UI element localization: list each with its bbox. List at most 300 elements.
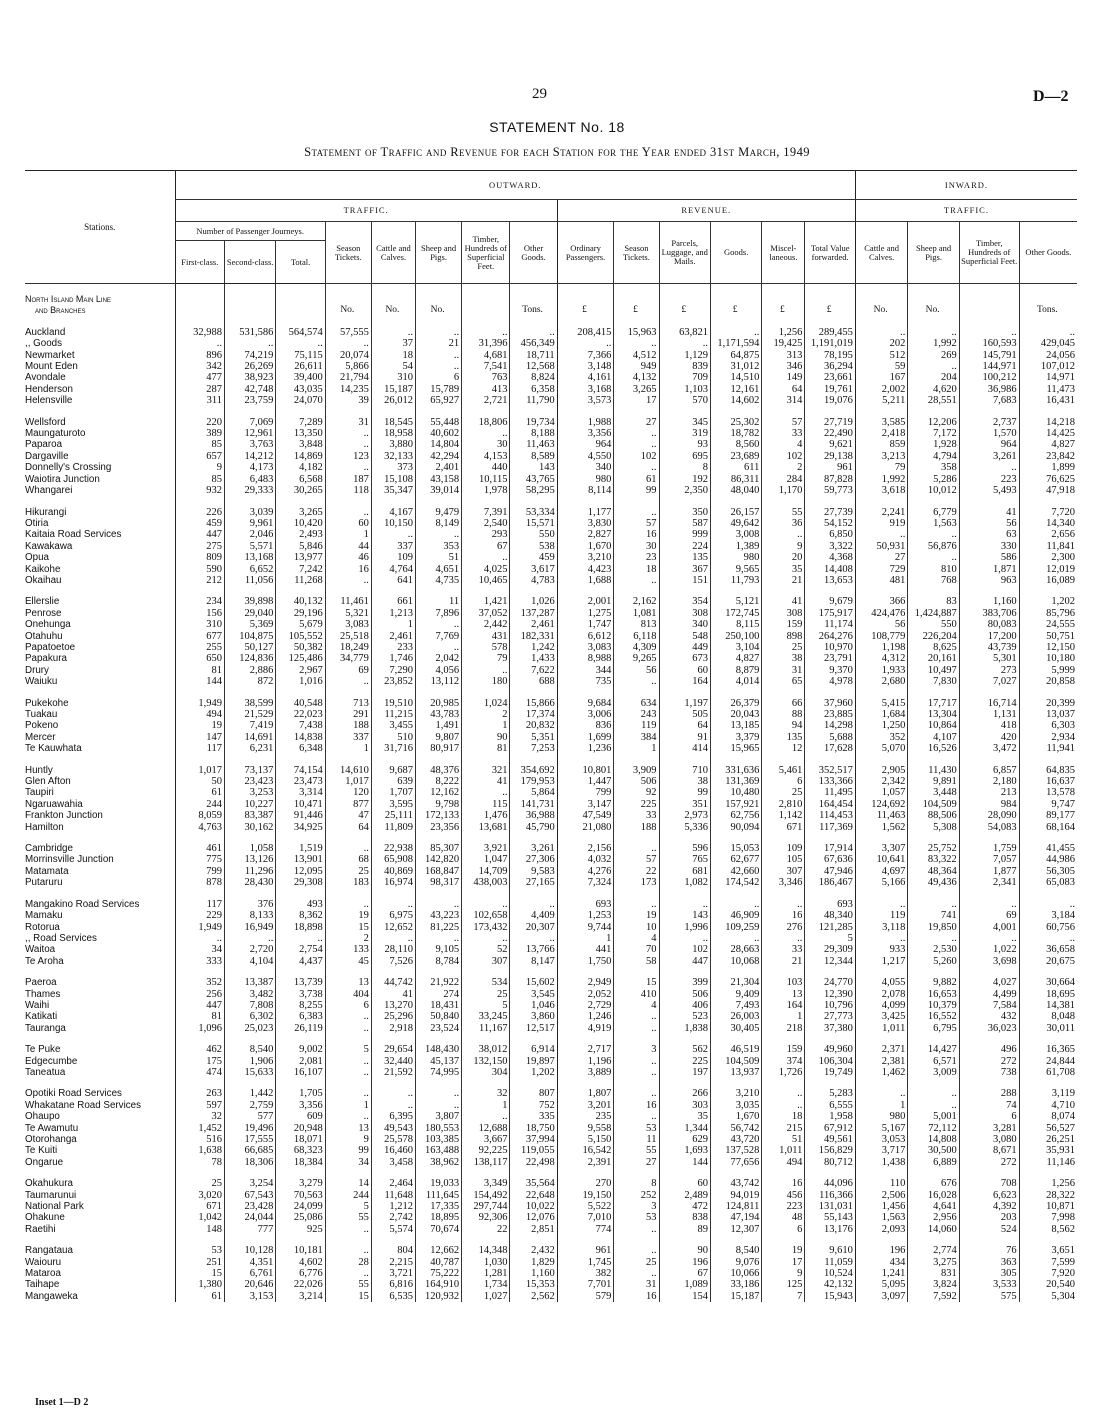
table-cell: 6,889 — [908, 1157, 959, 1168]
table-cell: 774 — [557, 1224, 614, 1235]
table-cell: 5,304 — [1019, 1291, 1077, 1302]
table-cell: 114,453 — [805, 810, 855, 821]
table-cell: 5,866 — [325, 361, 371, 372]
table-cell: 1,734 — [462, 1279, 510, 1290]
table-cell: 1,250 — [855, 720, 907, 731]
table-cell: 5,167 — [855, 1123, 907, 1134]
table-cell: 41,455 — [1019, 843, 1077, 854]
table-cell: 86,311 — [710, 474, 761, 485]
table-cell: 4,182 — [276, 462, 325, 473]
table-cell: 1,212 — [371, 1201, 415, 1212]
table-cell: 4 — [762, 439, 805, 450]
table-cell: 64 — [762, 384, 805, 395]
table-cell: 12,095 — [276, 866, 325, 877]
table-cell: 108,779 — [855, 631, 907, 642]
table-cell: 1,688 — [557, 575, 614, 586]
table-cell: 1,017 — [325, 776, 371, 787]
table-cell: 1,705 — [276, 1088, 325, 1099]
table-cell: 179,953 — [510, 776, 557, 787]
table-cell: 8 — [614, 1178, 659, 1189]
table-cell: 7,701 — [557, 1279, 614, 1290]
table-cell: 16,542 — [557, 1145, 614, 1156]
table-cell: .. — [959, 462, 1019, 473]
table-cell: 6,395 — [371, 1111, 415, 1122]
table-cell: 21,794 — [325, 372, 371, 383]
table-cell: 4,919 — [557, 1023, 614, 1034]
table-cell: 36,658 — [1019, 944, 1077, 955]
table-cell: .. — [325, 575, 371, 586]
table-cell: 2,052 — [557, 989, 614, 1000]
table-row — [25, 1044, 1077, 1055]
table-cell: 31,716 — [371, 743, 415, 754]
table-cell: 1,256 — [762, 327, 805, 338]
table-cell: 85,796 — [1019, 608, 1077, 619]
table-cell: 2,489 — [659, 1190, 710, 1201]
table-cell: 389 — [175, 428, 224, 439]
table-cell: 18,782 — [710, 428, 761, 439]
table-cell: 3,448 — [908, 787, 959, 798]
table-cell: 31 — [325, 417, 371, 428]
table-cell: 3,717 — [855, 1145, 907, 1156]
table-cell: 151 — [659, 575, 710, 586]
table-cell: 775 — [175, 854, 224, 865]
table-cell: 961 — [557, 1245, 614, 1256]
table-cell: 5,688 — [805, 732, 855, 743]
table-cell: 25 — [762, 642, 805, 653]
table-cell: 3,482 — [224, 989, 275, 1000]
table-cell: 42,748 — [224, 384, 275, 395]
table-cell: .. — [325, 1056, 371, 1067]
table-cell: 799 — [175, 866, 224, 877]
table-cell: 1,699 — [557, 732, 614, 743]
table-cell: 11,215 — [371, 709, 415, 720]
station-name: Waitoa — [25, 944, 56, 956]
table-cell: 2,742 — [371, 1212, 415, 1223]
table-cell: 24,555 — [1019, 619, 1077, 630]
table-cell: .. — [614, 1023, 659, 1034]
table-cell: 43,223 — [415, 910, 461, 921]
table-cell: 550 — [510, 529, 557, 540]
table-cell: 1,082 — [659, 877, 710, 888]
table-cell: 67,636 — [805, 854, 855, 865]
table-cell: 420 — [959, 732, 1019, 743]
table-row — [25, 1157, 1077, 1168]
table-cell: 5,415 — [855, 698, 907, 709]
table-cell: 12,961 — [224, 428, 275, 439]
unit-label: £ — [805, 305, 855, 316]
table-cell: 167 — [855, 372, 907, 383]
table-row — [25, 395, 1077, 406]
table-cell: 182,331 — [510, 631, 557, 642]
table-cell: 93 — [659, 439, 710, 450]
table-cell: 15,571 — [510, 518, 557, 529]
table-cell: 4,764 — [371, 564, 415, 575]
station-name: Mercer — [25, 731, 56, 743]
table-cell: 16,365 — [1019, 1044, 1077, 1055]
table-cell: 1,380 — [175, 1279, 224, 1290]
station-name: Papakura — [25, 653, 67, 665]
table-cell: 752 — [510, 1100, 557, 1111]
table-cell: 14,804 — [415, 439, 461, 450]
table-cell: 94 — [762, 720, 805, 731]
table-cell: 13,112 — [415, 676, 461, 687]
table-cell: 1,103 — [659, 384, 710, 395]
table-cell: 27,165 — [510, 877, 557, 888]
table-row — [25, 474, 1077, 485]
table-cell: 12,161 — [710, 384, 761, 395]
table-cell: 1,906 — [224, 1056, 275, 1067]
table-cell: 10,465 — [462, 575, 510, 586]
table-cell: 39 — [325, 395, 371, 406]
table-cell: 3,083 — [557, 642, 614, 653]
table-cell: 120,932 — [415, 1291, 461, 1302]
table-cell: 424,476 — [855, 608, 907, 619]
table-cell: .. — [415, 361, 461, 372]
table-cell: 28 — [325, 1257, 371, 1268]
table-cell: 310 — [371, 372, 415, 383]
units-row — [25, 305, 1077, 316]
table-cell: 1,022 — [959, 944, 1019, 955]
table-cell: 1 — [855, 1100, 907, 1111]
table-cell: 297,744 — [462, 1201, 510, 1212]
table-cell: 3,379 — [710, 732, 761, 743]
table-cell: 6,857 — [959, 765, 1019, 776]
table-cell: 12,150 — [1019, 642, 1077, 653]
table-cell: 49,561 — [805, 1134, 855, 1145]
table-cell: 1,389 — [710, 541, 761, 552]
table-cell: 877 — [325, 799, 371, 810]
table-cell: 7,769 — [415, 631, 461, 642]
table-cell: 45,137 — [415, 1056, 461, 1067]
table-cell: .. — [614, 1056, 659, 1067]
table-cell: 137,528 — [710, 1145, 761, 1156]
table-row — [25, 653, 1077, 664]
table-cell: 661 — [371, 596, 415, 607]
table-cell: .. — [276, 338, 325, 349]
table-row — [25, 338, 1077, 349]
table-cell: 264,276 — [805, 631, 855, 642]
table-cell: 5,351 — [510, 732, 557, 743]
table-cell: 143 — [510, 462, 557, 473]
table-cell: 8,074 — [1019, 1111, 1077, 1122]
table-cell: 4,014 — [710, 676, 761, 687]
table-cell: 16,460 — [371, 1145, 415, 1156]
table-cell: 597 — [175, 1100, 224, 1111]
table-cell: 337 — [371, 541, 415, 552]
table-cell: 102 — [762, 451, 805, 462]
table-cell: 30,162 — [224, 822, 275, 833]
table-cell: 3,618 — [855, 485, 907, 496]
table-cell: 11,296 — [224, 866, 275, 877]
table-cell: 1,058 — [224, 843, 275, 854]
table-cell: 3,009 — [908, 1067, 959, 1078]
table-cell: 1,160 — [510, 1268, 557, 1279]
table-cell: .. — [325, 338, 371, 349]
table-row — [25, 732, 1077, 743]
table-cell: 14,427 — [908, 1044, 959, 1055]
section-heading-row — [25, 294, 1077, 305]
table-cell: 9,684 — [557, 698, 614, 709]
table-cell: 51 — [415, 552, 461, 563]
first-class-header: First-class. — [175, 241, 224, 284]
table-cell: 35,931 — [1019, 1145, 1077, 1156]
table-row — [25, 529, 1077, 540]
table-cell: 22 — [462, 1224, 510, 1235]
table-cell: 124,692 — [855, 799, 907, 810]
table-cell: 23,356 — [415, 822, 461, 833]
table-cell: 14,691 — [224, 732, 275, 743]
table-cell: 17,914 — [805, 843, 855, 854]
table-cell: 14,838 — [276, 732, 325, 743]
table-cell: 29,196 — [276, 608, 325, 619]
table-cell: 17 — [614, 395, 659, 406]
table-cell: 7,010 — [557, 1212, 614, 1223]
table-cell: 1,202 — [1019, 596, 1077, 607]
table-cell: 3,533 — [959, 1279, 1019, 1290]
table-cell: 4,499 — [959, 989, 1019, 1000]
table-cell: 81,225 — [415, 922, 461, 933]
station-name: Taihape — [25, 1279, 60, 1291]
table-cell: 2,680 — [855, 676, 907, 687]
table-cell: 75,115 — [276, 350, 325, 361]
table-cell: 168,847 — [415, 866, 461, 877]
table-cell: 45 — [325, 956, 371, 967]
table-cell: 8,560 — [710, 439, 761, 450]
table-cell: 23,759 — [224, 395, 275, 406]
table-cell: 135 — [659, 552, 710, 563]
table-cell: 102 — [659, 944, 710, 955]
table-cell: 15,789 — [415, 384, 461, 395]
table-cell: .. — [557, 338, 614, 349]
table-cell: 61 — [175, 787, 224, 798]
section-title-line-1: North Island Main Line — [25, 294, 111, 304]
table-cell: 120 — [325, 787, 371, 798]
table-cell: 531,586 — [224, 327, 275, 338]
table-row — [25, 1178, 1077, 1189]
table-cell: 3,279 — [276, 1178, 325, 1189]
table-cell: 9,798 — [415, 799, 461, 810]
table-cell: 6,914 — [510, 1044, 557, 1055]
table-cell: 6,231 — [224, 743, 275, 754]
table-cell: 44 — [325, 541, 371, 552]
table-row — [25, 552, 1077, 563]
table-cell: 505 — [659, 709, 710, 720]
table-cell: 335 — [510, 1111, 557, 1122]
table-cell: 50,127 — [224, 642, 275, 653]
table-cell: 180 — [462, 676, 510, 687]
table-cell: 85 — [175, 439, 224, 450]
table-cell: 18 — [762, 1111, 805, 1122]
table-cell: 342 — [175, 361, 224, 372]
table-cell: 32 — [175, 1111, 224, 1122]
table-cell: 2,759 — [224, 1100, 275, 1111]
table-cell: 2,717 — [557, 1044, 614, 1055]
table-cell: .. — [614, 1111, 659, 1122]
table-cell: 7,242 — [276, 564, 325, 575]
table-cell: .. — [659, 338, 710, 349]
table-cell: 25,518 — [325, 631, 371, 642]
table-cell: 144 — [659, 1157, 710, 1168]
goods-header: Goods. — [710, 222, 761, 284]
table-cell: 19,033 — [415, 1178, 461, 1189]
table-cell: 21 — [762, 956, 805, 967]
table-cell: 548 — [659, 631, 710, 642]
table-cell: 13,901 — [276, 854, 325, 865]
table-cell: 15,602 — [510, 977, 557, 988]
table-cell: 1,928 — [908, 439, 959, 450]
table-cell: 2,180 — [959, 776, 1019, 787]
table-cell: 41 — [762, 596, 805, 607]
table-cell: .. — [462, 933, 510, 944]
table-cell: 481 — [855, 575, 907, 586]
table-cell: 449 — [659, 642, 710, 653]
table-cell: 225 — [659, 1056, 710, 1067]
group-spacer — [25, 586, 1077, 596]
table-cell: 8,048 — [1019, 1011, 1077, 1022]
table-cell: 5,999 — [1019, 665, 1077, 676]
table-cell: 43,742 — [710, 1178, 761, 1189]
table-cell: 3,667 — [462, 1134, 510, 1145]
table-cell: 65,908 — [371, 854, 415, 865]
table-cell: .. — [762, 899, 805, 910]
table-cell: 55,448 — [415, 417, 461, 428]
table-cell: 175 — [175, 1056, 224, 1067]
table-cell: 7,830 — [908, 676, 959, 687]
table-cell: .. — [371, 529, 415, 540]
table-cell: 148 — [175, 1224, 224, 1235]
table-cell: 74,995 — [415, 1067, 461, 1078]
table-cell: 42,294 — [415, 451, 461, 462]
table-cell: 3,860 — [510, 1011, 557, 1022]
table-cell: .. — [855, 327, 907, 338]
table-cell: 6,303 — [1019, 720, 1077, 731]
table-cell: 1,562 — [855, 822, 907, 833]
table-cell: 59,773 — [805, 485, 855, 496]
table-cell: 7,599 — [1019, 1257, 1077, 1268]
station-name: Ohakune — [25, 1212, 65, 1224]
table-cell: 695 — [659, 451, 710, 462]
table-cell: 172,133 — [415, 810, 461, 821]
table-cell: 562 — [659, 1044, 710, 1055]
table-cell: 7,998 — [1019, 1212, 1077, 1223]
table-cell: 765 — [659, 854, 710, 865]
table-cell: 64 — [325, 822, 371, 833]
table-row — [25, 564, 1077, 575]
table-cell: 1,241 — [855, 1268, 907, 1279]
table-cell: .. — [614, 1245, 659, 1256]
station-name: Huntly — [25, 764, 53, 776]
table-cell: 1,838 — [659, 1023, 710, 1034]
table-cell: 78 — [175, 1157, 224, 1168]
table-cell: 78,195 — [805, 350, 855, 361]
table-cell: .. — [614, 575, 659, 586]
table-cell: 6,761 — [224, 1268, 275, 1279]
table-cell: 15,108 — [371, 474, 415, 485]
group-spacer — [25, 1034, 1077, 1044]
table-cell: 23,473 — [276, 776, 325, 787]
table-cell: 3,281 — [959, 1123, 1019, 1134]
table-cell: 17 — [762, 1257, 805, 1268]
table-cell: 964 — [959, 439, 1019, 450]
table-cell: 1,871 — [959, 564, 1019, 575]
table-cell: 25,752 — [908, 843, 959, 854]
table-cell: 124,811 — [710, 1201, 761, 1212]
station-name: Drury — [25, 664, 49, 676]
table-cell: 66 — [762, 698, 805, 709]
table-cell: 19,850 — [908, 922, 959, 933]
table-cell: 8,562 — [1019, 1224, 1077, 1235]
table-cell: 54 — [371, 361, 415, 372]
table-cell: 23,689 — [710, 451, 761, 462]
table-cell: 3,254 — [224, 1178, 275, 1189]
table-cell: 53 — [175, 1245, 224, 1256]
table-cell: 10,864 — [908, 720, 959, 731]
station-name: Mangaweka — [25, 1290, 78, 1302]
table-cell: 1,424,887 — [908, 608, 959, 619]
table-cell: .. — [325, 1067, 371, 1078]
table-cell: 331,636 — [710, 765, 761, 776]
table-row — [25, 428, 1077, 439]
table-cell: 1,563 — [855, 1212, 907, 1223]
table-cell: 18,545 — [371, 417, 415, 428]
table-cell: 124,836 — [224, 653, 275, 664]
table-cell: 6 — [762, 776, 805, 787]
table-cell: 12,662 — [415, 1245, 461, 1256]
table-cell: 3,265 — [276, 507, 325, 518]
table-row — [25, 631, 1077, 642]
table-cell: 103,385 — [415, 1134, 461, 1145]
table-cell: 20,161 — [908, 653, 959, 664]
table-cell: 2,046 — [224, 529, 275, 540]
table-cell: .. — [614, 843, 659, 854]
sheep-in-header: Sheep and Pigs. — [908, 222, 959, 284]
table-cell: 7,419 — [224, 720, 275, 731]
table-cell: 19,897 — [510, 1056, 557, 1067]
table-cell: 25,296 — [371, 1011, 415, 1022]
table-cell: 118 — [325, 485, 371, 496]
table-cell: 20,307 — [510, 922, 557, 933]
station-name: Te Kuiti — [25, 1145, 58, 1157]
table-cell: 3,909 — [614, 765, 659, 776]
table-cell: 156 — [175, 608, 224, 619]
table-cell: 57 — [614, 854, 659, 865]
table-cell: 7,289 — [276, 417, 325, 428]
table-cell: 3,006 — [557, 709, 614, 720]
table-cell: 410 — [614, 989, 659, 1000]
table-cell: 1,933 — [855, 665, 907, 676]
stations-header: Stations. — [25, 171, 175, 284]
table-cell: 3,356 — [557, 428, 614, 439]
table-cell: 6,623 — [959, 1190, 1019, 1201]
table-cell: 143 — [659, 910, 710, 921]
table-row — [25, 1268, 1077, 1279]
table-cell: 23,428 — [224, 1201, 275, 1212]
station-name: Kaitaia Road Services — [25, 529, 122, 541]
table-cell: 3,214 — [276, 1291, 325, 1302]
table-cell: 208,415 — [557, 327, 614, 338]
table-cell: 81 — [462, 743, 510, 754]
table-row — [25, 977, 1077, 988]
table-cell: .. — [710, 327, 761, 338]
table-cell: 13,304 — [908, 709, 959, 720]
station-name: Tuakau — [25, 709, 58, 720]
table-row — [25, 1134, 1077, 1145]
table-cell: .. — [371, 1100, 415, 1111]
table-cell: 12,568 — [510, 361, 557, 372]
table-cell: 10,227 — [224, 799, 275, 810]
station-name: Helensville — [25, 395, 73, 407]
table-cell: 49,436 — [908, 877, 959, 888]
